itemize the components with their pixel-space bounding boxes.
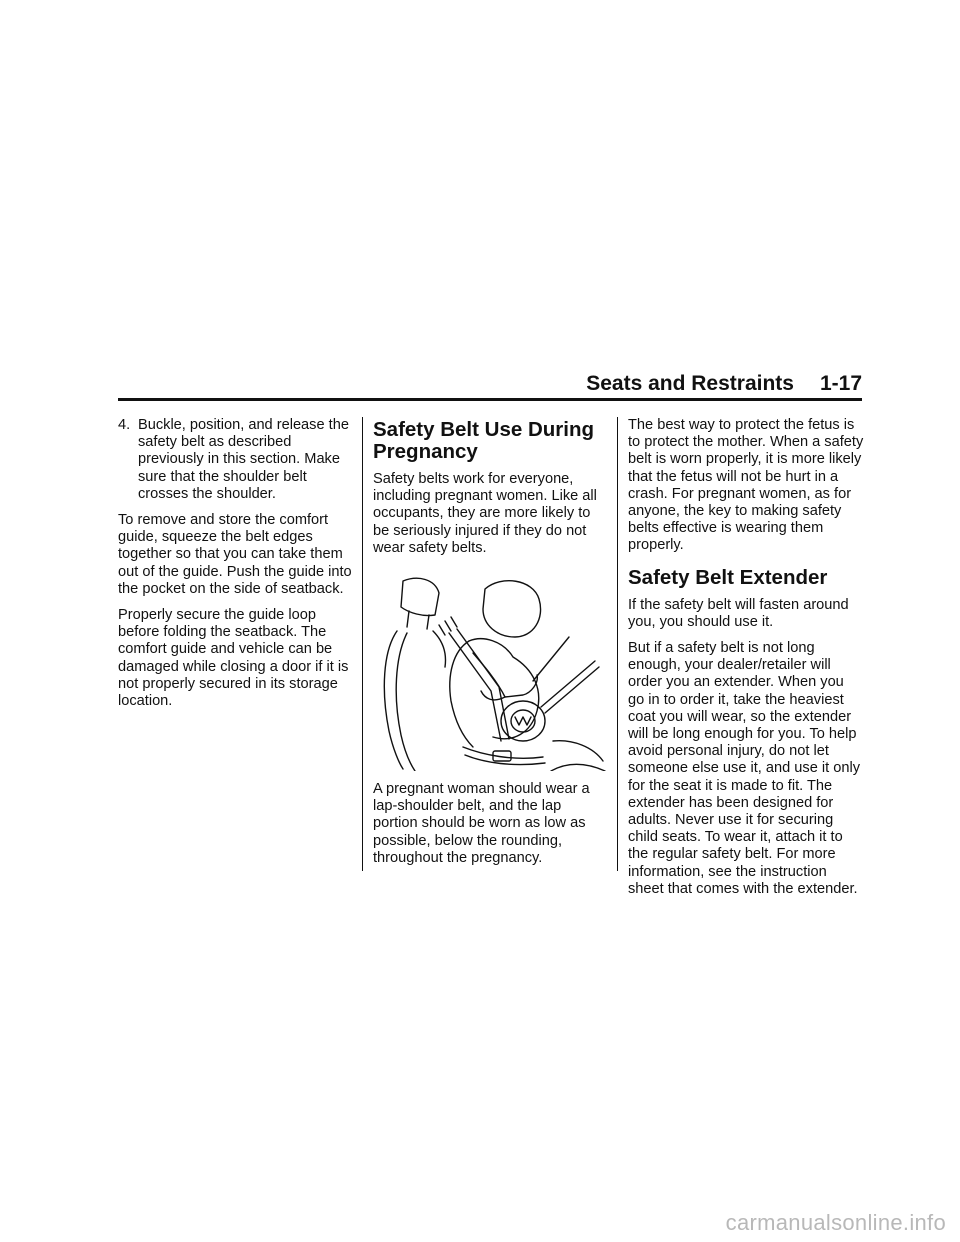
- extender-details-paragraph: But if a safety belt is not long enough, your dealer/retailer will order you an extender. When you go in to order it, take the heaviest coat you will wear, so the extender will be long enough for you. To help avoid personal injury, do not let someone else use it, and use it only for the seat it is made to fit. The extender has been designed for adults. Never use it for securing child seats. To wear it, attach it to the regular safety belt. For more information, see the instruction sheet that comes with the extender.: [628, 640, 861, 897]
- pregnancy-caption-paragraph: A pregnant woman should wear a lap-shoulder belt, and the lap portion should be worn as low as possible, below the rounding, throughout the pregnancy.: [373, 781, 590, 866]
- comfort-guide-storage-paragraph: To remove and store the comfort guide, squeeze the belt edges together so that you can take them out of the guide. Push the guide into the pocket on the side of seatback.: [118, 512, 352, 597]
- watermark: carmanualsonline.info: [725, 1210, 946, 1235]
- page-number: 1-17: [819, 372, 862, 395]
- column-3: [628, 417, 864, 907]
- column-divider-1: [362, 417, 363, 871]
- section-title: Seats and Restraints: [586, 372, 794, 395]
- pregnant-woman-belt-illustration: [373, 571, 607, 771]
- step-text: Buckle, position, and release the safety belt as described previously in this section. Make sure that the shoulder belt crosses the shoulder.: [138, 417, 349, 502]
- guide-loop-warning-paragraph: Properly secure the guide loop before folding the seatback. The comfort guide and vehicle can be damaged while closing a door if it is not properly secured in its storage location.: [118, 607, 349, 710]
- column-2: [373, 417, 607, 876]
- pregnancy-heading: Safety Belt Use During Pregnancy: [373, 418, 594, 463]
- header-text: [586, 372, 862, 396]
- column-1: [118, 417, 352, 719]
- list-item: [118, 417, 352, 503]
- extender-heading: Safety Belt Extender: [628, 565, 828, 589]
- pregnancy-intro-paragraph: Safety belts work for everyone, including pregnant women. Like all occupants, they are more likely to be seriously injured if they do not wear safety belts.: [373, 471, 597, 556]
- protect-fetus-paragraph: The best way to protect the fetus is to protect the mother. When a safety belt is worn properly, it is more likely that the fetus will not be hurt in a crash. For pregnant women, as for anyone, the key to making safety belts effective is wearing them properly.: [628, 417, 864, 554]
- page-header: [118, 372, 862, 396]
- step-number: 4.: [118, 417, 131, 433]
- header-rule: [118, 398, 862, 401]
- extender-intro-paragraph: If the safety belt will fasten around you, you should use it.: [628, 596, 849, 630]
- column-divider-2: [617, 417, 618, 871]
